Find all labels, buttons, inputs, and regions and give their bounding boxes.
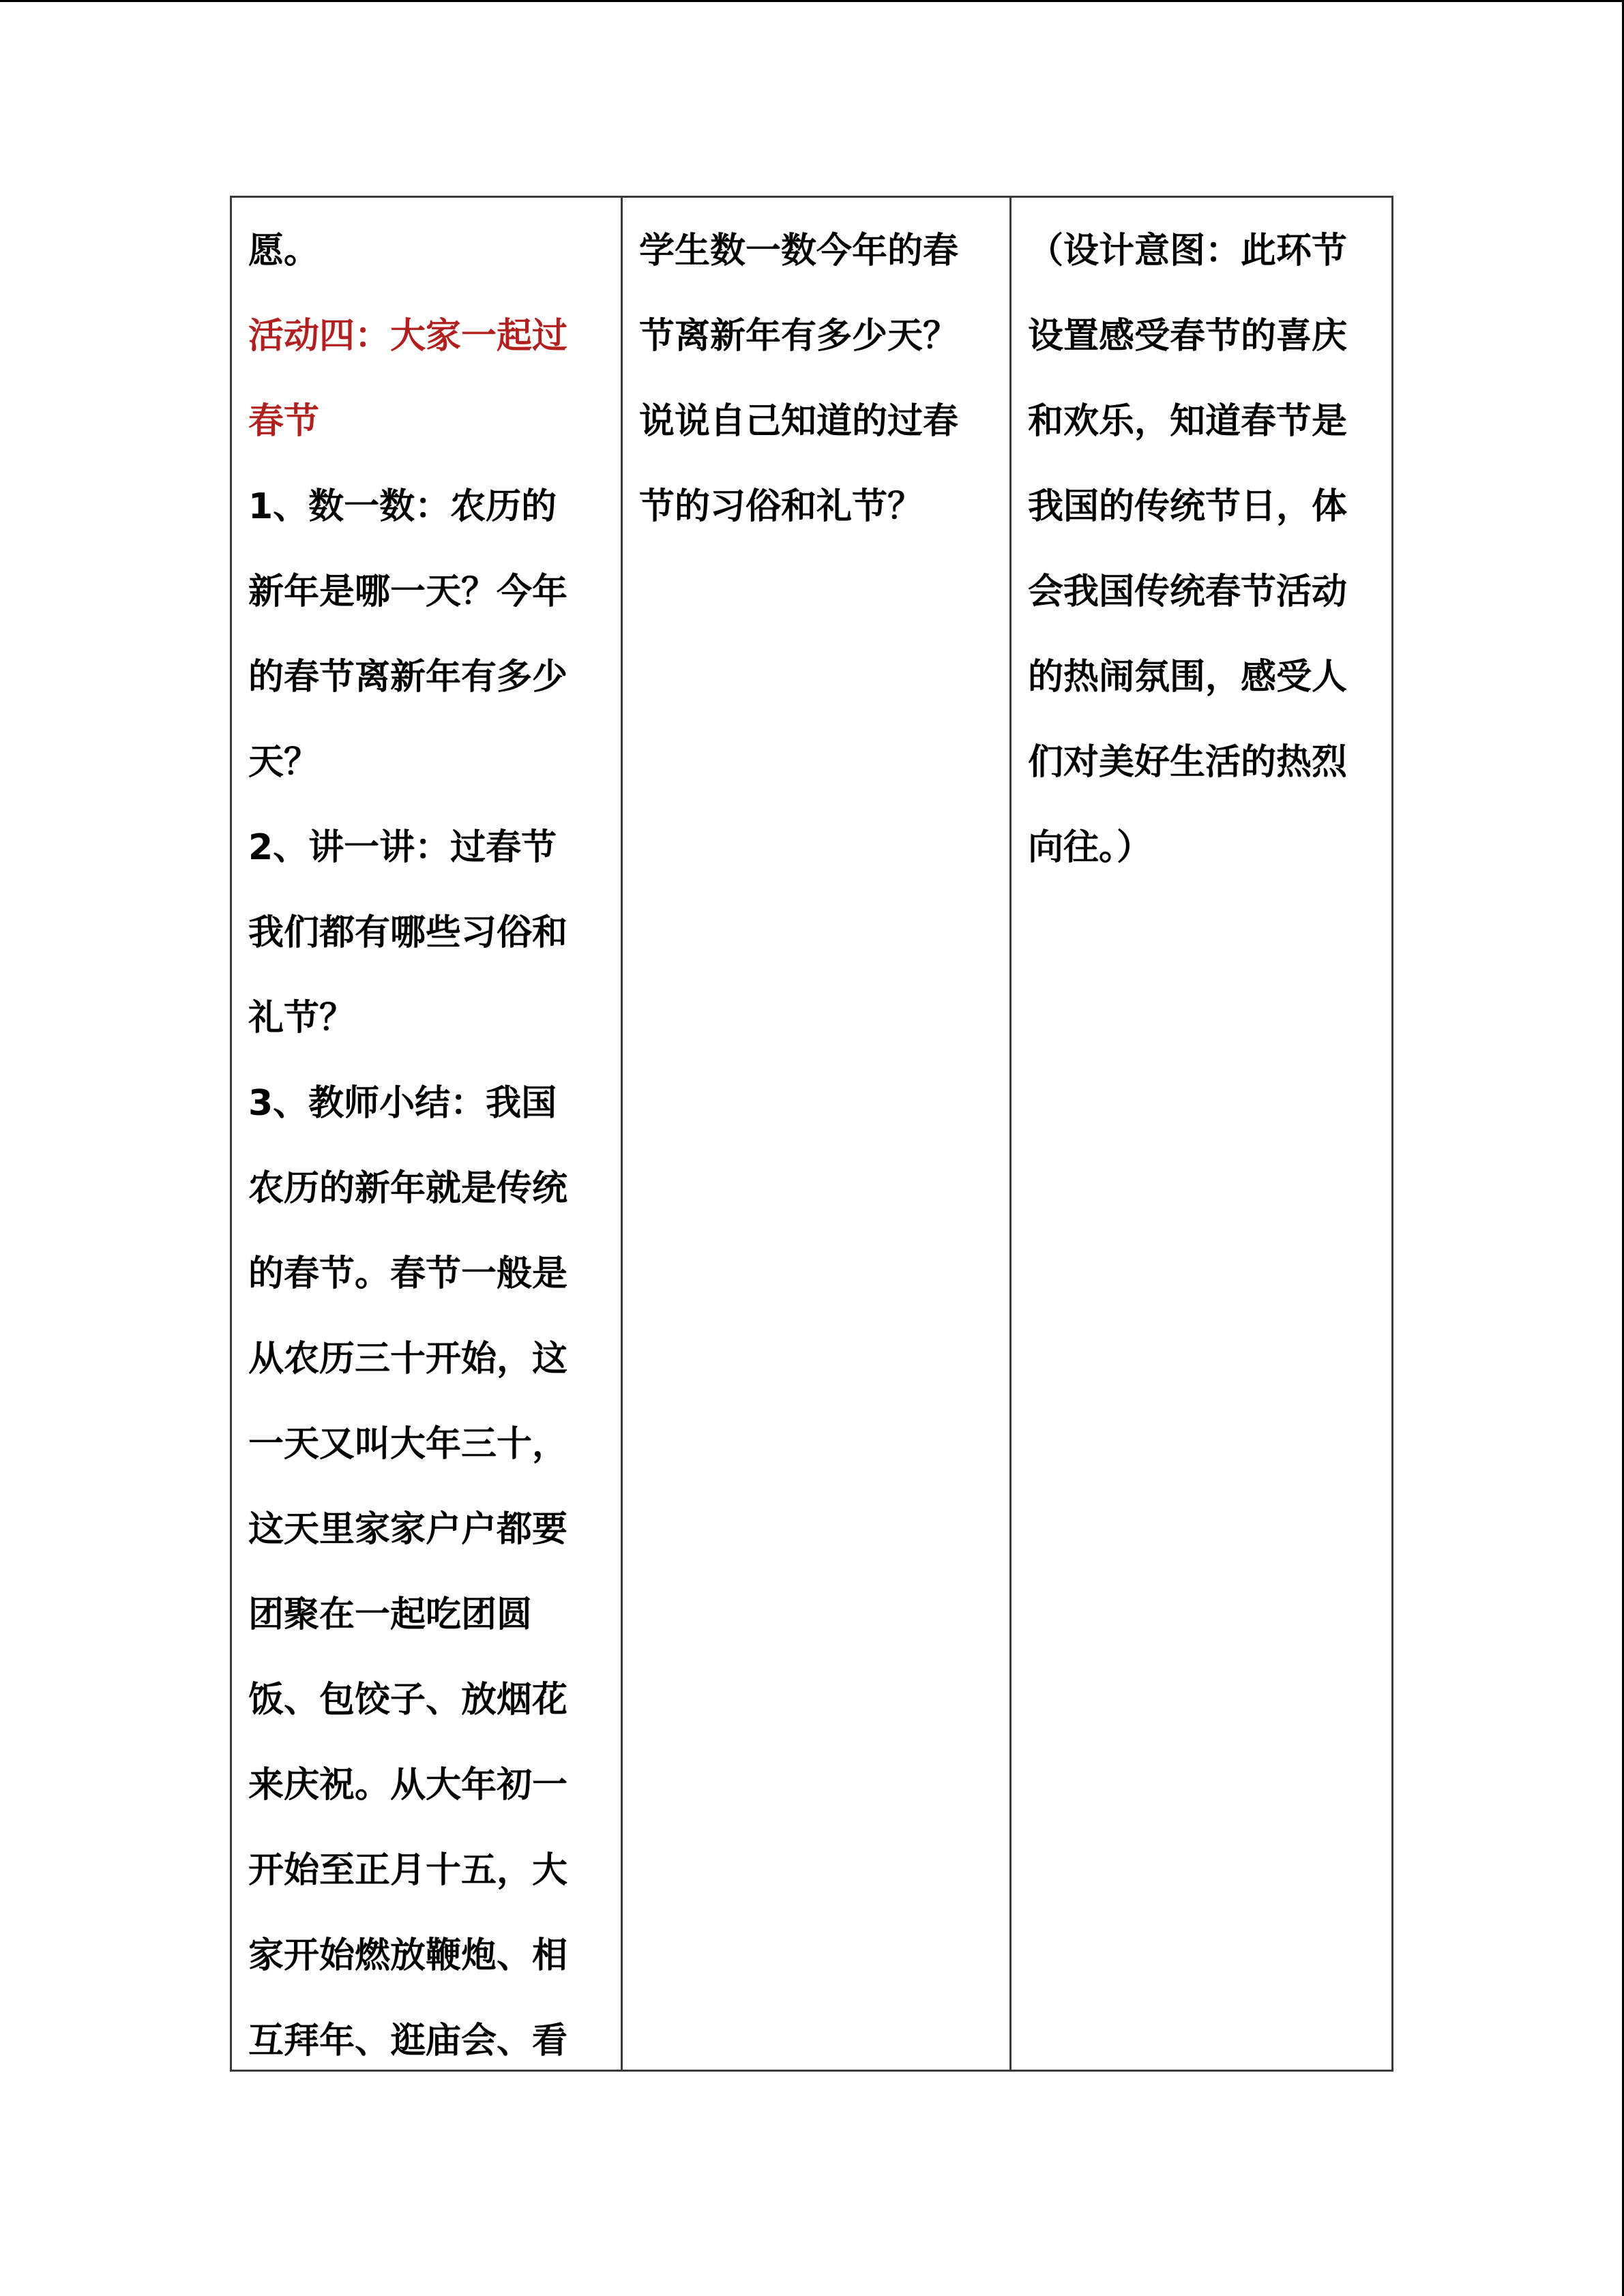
body-line: 和欢乐，知道春节是 <box>1028 401 1348 442</box>
activity-heading-line: 春节 <box>248 401 320 442</box>
student-activity-column <box>621 198 1009 2070</box>
body-line: 的春节离新年有多少 <box>248 657 568 698</box>
lesson-plan-table <box>230 196 1393 2072</box>
body-line: 2、讲一讲：过春节 <box>248 827 557 868</box>
body-line: 节的习俗和礼节？ <box>639 486 924 527</box>
body-line: 新年是哪一天？今年 <box>248 571 568 612</box>
page-top-border <box>0 0 1624 2</box>
body-line: 节离新年有多少天？ <box>639 316 959 357</box>
body-line: 互拜年、逛庙会、看 <box>248 2021 568 2061</box>
body-line: 的热闹氛围，感受人 <box>1028 657 1348 698</box>
activity-heading-line: 活动四：大家一起过 <box>248 316 568 357</box>
teacher-activity-column <box>232 198 621 2070</box>
body-line: 会我国传统春节活动 <box>1028 571 1348 612</box>
body-line: 家开始燃放鞭炮、相 <box>248 1935 568 1976</box>
design-intent-column <box>1009 198 1396 2070</box>
body-line: 礼节？ <box>248 998 355 1039</box>
body-line: 3、教师小结：我国 <box>248 1083 557 1124</box>
body-line: 一天又叫大年三十， <box>248 1424 568 1465</box>
body-line: 饭、包饺子、放烟花 <box>248 1680 568 1720</box>
body-line: 说说自己知道的过春 <box>639 401 959 442</box>
body-line: 学生数一数今年的春 <box>639 230 959 271</box>
body-line: （设计意图：此环节 <box>1028 230 1348 271</box>
body-line: 来庆祝。从大年初一 <box>248 1765 568 1806</box>
body-line: 我国的传统节日，体 <box>1028 486 1348 527</box>
body-line: 开始至正月十五，大 <box>248 1850 568 1891</box>
body-line: 天？ <box>248 742 320 783</box>
body-line: 我们都有哪些习俗和 <box>248 912 568 953</box>
body-line: 团聚在一起吃团圆 <box>248 1594 533 1635</box>
body-line: 设置感受春节的喜庆 <box>1028 316 1348 357</box>
carry-over-text: 愿。 <box>248 230 320 271</box>
body-line: 这天里家家户户都要 <box>248 1509 568 1550</box>
body-line: 农历的新年就是传统 <box>248 1168 568 1209</box>
body-line: 的春节。春节一般是 <box>248 1253 568 1294</box>
body-line: 向往。） <box>1028 827 1153 868</box>
body-line: 1、数一数：农历的 <box>248 486 557 527</box>
body-line: 从农历三十开始，这 <box>248 1339 568 1380</box>
body-line: 们对美好生活的热烈 <box>1028 742 1348 783</box>
